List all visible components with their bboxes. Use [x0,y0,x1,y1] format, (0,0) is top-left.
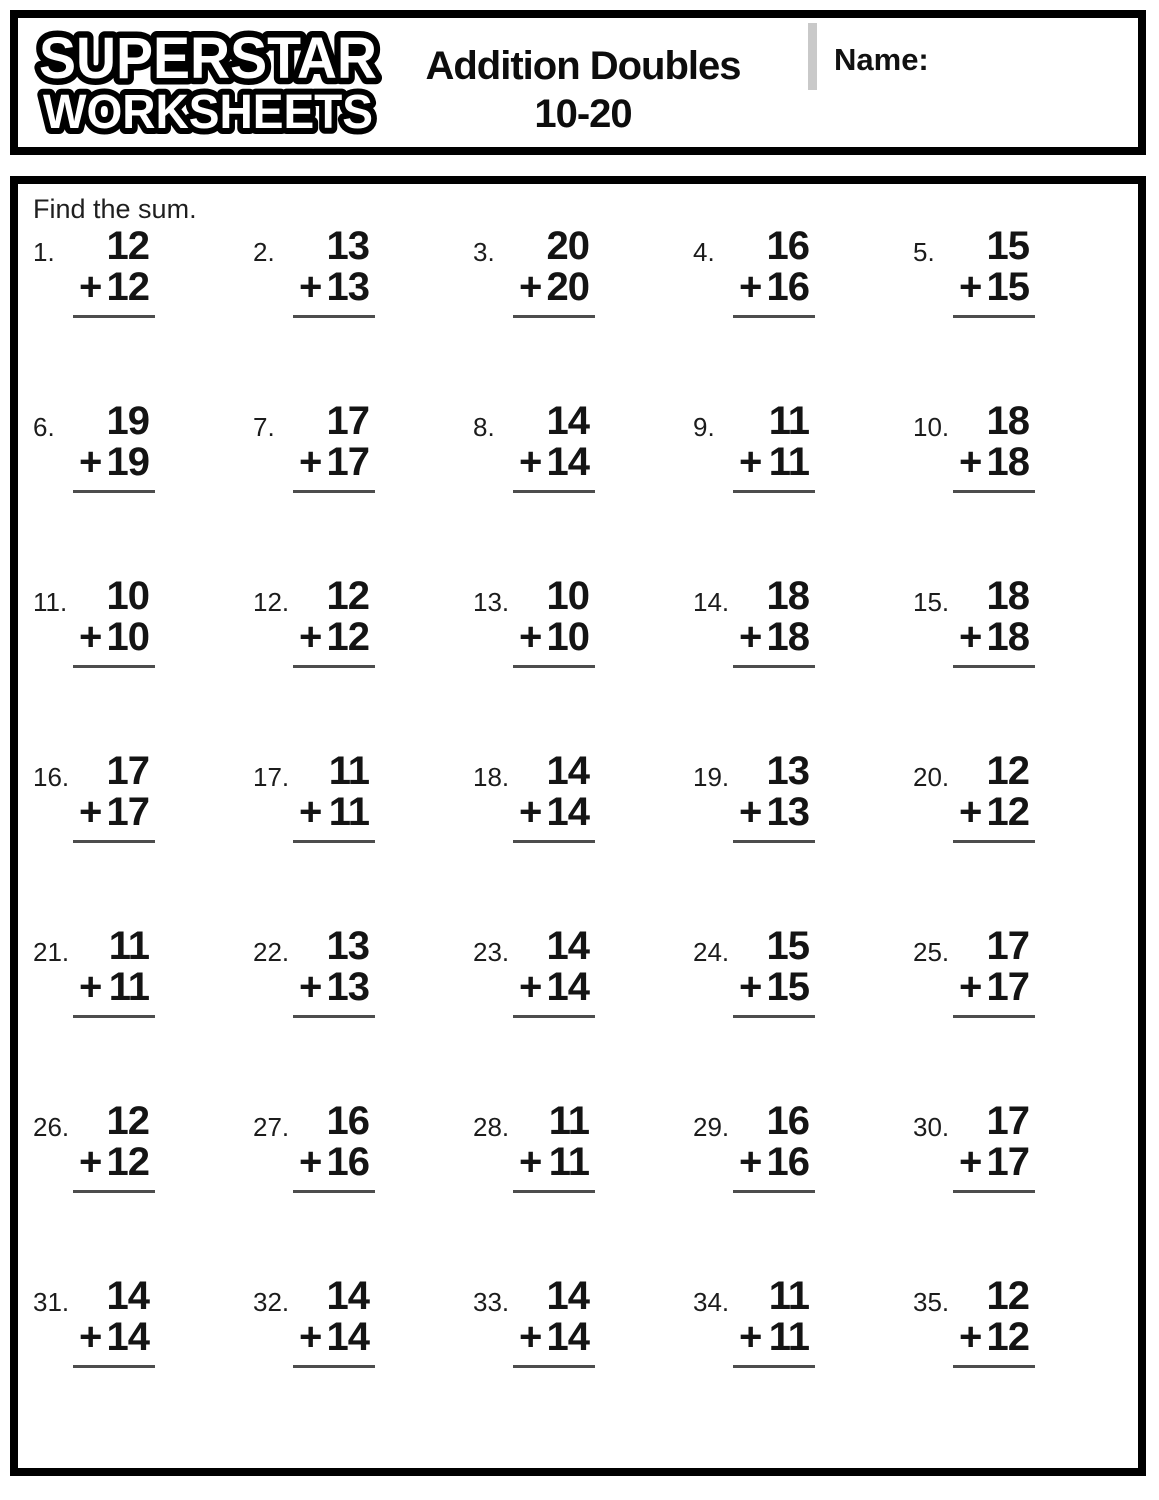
addition-problem [253,1101,473,1276]
answer-line [513,665,595,668]
problem-stack [519,1276,589,1368]
top-addend: 12 [106,224,149,268]
problem-stack [739,1276,809,1368]
plus-sign: + [959,265,982,309]
problem-number: 28. [473,1112,510,1142]
bottom-addend: 12 [106,1140,149,1184]
addition-problem [473,1101,693,1276]
top-addend: 11 [328,749,369,793]
bottom-addend: 11 [108,965,149,1009]
problem-number: 24. [693,937,730,967]
problem-number: 17. [253,762,290,792]
problem-number: 4. [693,237,715,267]
problem-number: 14. [693,587,730,617]
addition-problem [473,226,693,401]
plus-sign: + [299,265,322,309]
problem-number: 3. [473,237,495,267]
answer-line [73,1015,155,1018]
answer-line [733,1365,815,1368]
answer-line [73,490,155,493]
bottom-addend: 14 [546,440,589,484]
plus-sign: + [739,1315,762,1359]
top-addend: 17 [986,1099,1029,1143]
name-separator-bar [808,23,817,90]
bottom-addend: 17 [986,965,1029,1009]
problem-stack [79,926,149,1018]
top-addend: 12 [986,1274,1029,1318]
top-addend: 16 [326,1099,369,1143]
addition-problem [913,926,1133,1101]
problem-stack [739,1101,809,1193]
problem-stack [519,401,589,493]
top-addend: 18 [766,574,809,618]
problem-number: 1. [33,237,55,267]
top-addend: 17 [326,399,369,443]
answer-line [293,1015,375,1018]
answer-line [953,315,1035,318]
bottom-addend: 11 [768,1315,809,1359]
problem-number: 9. [693,412,715,442]
top-addend: 14 [546,924,589,968]
answer-line [73,665,155,668]
top-addend: 16 [766,1099,809,1143]
addition-problem [693,926,913,1101]
top-addend: 11 [768,399,809,443]
top-addend: 14 [546,399,589,443]
top-addend: 17 [986,924,1029,968]
top-addend: 19 [106,399,149,443]
top-addend: 15 [986,224,1029,268]
answer-line [73,1190,155,1193]
addition-problem [913,1276,1133,1451]
problem-number: 35. [913,1287,950,1317]
answer-line [733,665,815,668]
answer-line [513,1365,595,1368]
answer-line [293,315,375,318]
plus-sign: + [299,615,322,659]
plus-sign: + [79,1315,102,1359]
answer-line [513,1190,595,1193]
problem-number: 6. [33,412,55,442]
answer-line [293,1365,375,1368]
answer-line [73,840,155,843]
addition-problem [33,1276,253,1451]
bottom-addend: 14 [546,1315,589,1359]
plus-sign: + [519,1140,542,1184]
answer-line [733,315,815,318]
addition-problem [473,576,693,751]
plus-sign: + [959,440,982,484]
addition-problem [693,1101,913,1276]
problem-stack [739,401,809,493]
plus-sign: + [79,790,102,834]
top-addend: 14 [106,1274,149,1318]
plus-sign: + [739,440,762,484]
problem-stack [79,1101,149,1193]
addition-problem [913,576,1133,751]
problem-stack [959,751,1029,843]
answer-line [293,1190,375,1193]
problem-stack [79,1276,149,1368]
plus-sign: + [519,965,542,1009]
answer-line [953,665,1035,668]
problem-number: 33. [473,1287,510,1317]
problem-number: 29. [693,1112,730,1142]
bottom-addend: 20 [546,265,589,309]
bottom-addend: 16 [326,1140,369,1184]
plus-sign: + [79,965,102,1009]
plus-sign: + [79,1140,102,1184]
problem-stack [519,226,589,318]
problem-number: 8. [473,412,495,442]
problems-grid [33,226,1133,1451]
answer-line [73,315,155,318]
problem-stack [79,576,149,668]
addition-problem [913,401,1133,576]
bottom-addend: 19 [106,440,149,484]
top-addend: 10 [106,574,149,618]
top-addend: 11 [768,1274,809,1318]
bottom-addend: 14 [326,1315,369,1359]
addition-problem [473,926,693,1101]
addition-problem [693,401,913,576]
top-addend: 13 [326,224,369,268]
problems-box [10,176,1146,1476]
top-addend: 14 [546,749,589,793]
bottom-addend: 17 [986,1140,1029,1184]
problem-number: 13. [473,587,510,617]
problem-number: 26. [33,1112,70,1142]
problem-stack [299,226,369,318]
top-addend: 16 [766,224,809,268]
problem-stack [739,576,809,668]
addition-problem [473,1276,693,1451]
plus-sign: + [519,1315,542,1359]
addition-problem [253,1276,473,1451]
problem-number: 11. [33,587,68,617]
plus-sign: + [519,790,542,834]
top-addend: 18 [986,574,1029,618]
problem-stack [519,576,589,668]
top-addend: 18 [986,399,1029,443]
plus-sign: + [79,615,102,659]
addition-problem [693,751,913,926]
addition-problem [693,576,913,751]
answer-line [513,315,595,318]
problem-stack [299,401,369,493]
problem-stack [959,226,1029,318]
bottom-addend: 17 [106,790,149,834]
plus-sign: + [959,1140,982,1184]
bottom-addend: 13 [326,265,369,309]
bottom-addend: 18 [986,615,1029,659]
problem-number: 30. [913,1112,950,1142]
addition-problem [473,401,693,576]
problem-stack [79,751,149,843]
problem-number: 32. [253,1287,290,1317]
addition-problem [253,226,473,401]
top-addend: 20 [546,224,589,268]
plus-sign: + [299,790,322,834]
addition-problem [33,401,253,576]
problem-stack [519,926,589,1018]
top-addend: 13 [766,749,809,793]
top-addend: 11 [108,924,149,968]
bottom-addend: 11 [548,1140,589,1184]
addition-problem [33,226,253,401]
problem-stack [519,1101,589,1193]
bottom-addend: 17 [326,440,369,484]
bottom-addend: 11 [768,440,809,484]
bottom-addend: 12 [106,265,149,309]
top-addend: 13 [326,924,369,968]
plus-sign: + [959,965,982,1009]
top-addend: 17 [106,749,149,793]
addition-problem [33,576,253,751]
top-addend: 15 [766,924,809,968]
problem-stack [959,926,1029,1018]
addition-problem [693,226,913,401]
top-addend: 14 [326,1274,369,1318]
addition-problem [253,751,473,926]
addition-problem [913,226,1133,401]
name-label: Name: [834,42,929,77]
answer-line [733,1015,815,1018]
addition-problem [473,751,693,926]
problem-stack [739,226,809,318]
answer-line [513,490,595,493]
plus-sign: + [959,790,982,834]
problem-stack [959,576,1029,668]
problem-number: 19. [693,762,730,792]
title-line1: Addition Doubles [425,44,741,88]
answer-line [953,1365,1035,1368]
bottom-addend: 12 [986,1315,1029,1359]
problem-number: 22. [253,937,290,967]
header-box [10,10,1146,155]
top-addend: 10 [546,574,589,618]
addition-problem [33,926,253,1101]
addition-problem [693,1276,913,1451]
problem-stack [739,926,809,1018]
worksheet-title [376,42,790,138]
addition-problem [913,1101,1133,1276]
problem-stack [299,1101,369,1193]
answer-line [953,840,1035,843]
problem-stack [959,401,1029,493]
problem-stack [959,1101,1029,1193]
top-addend: 14 [546,1274,589,1318]
answer-line [293,840,375,843]
answer-line [293,665,375,668]
top-addend: 12 [106,1099,149,1143]
problem-stack [299,751,369,843]
problem-number: 31. [33,1287,70,1317]
problem-stack [299,576,369,668]
top-addend: 12 [986,749,1029,793]
problem-number: 12. [253,587,290,617]
plus-sign: + [739,265,762,309]
bottom-addend: 14 [546,790,589,834]
problem-number: 23. [473,937,510,967]
answer-line [513,1015,595,1018]
problem-stack [959,1276,1029,1368]
plus-sign: + [739,965,762,1009]
instruction-text: Find the sum. [33,194,197,224]
bottom-addend: 13 [326,965,369,1009]
plus-sign: + [299,440,322,484]
problem-number: 5. [913,237,935,267]
answer-line [733,490,815,493]
plus-sign: + [79,440,102,484]
problem-stack [739,751,809,843]
plus-sign: + [739,615,762,659]
bottom-addend: 11 [328,790,369,834]
plus-sign: + [959,615,982,659]
logo-line2: WORKSHEETS [43,86,373,139]
problem-number: 16. [33,762,70,792]
answer-line [953,1190,1035,1193]
addition-problem [253,576,473,751]
problem-number: 10. [913,412,950,442]
problem-number: 25. [913,937,950,967]
logo-line1: SUPERSTAR [39,26,377,91]
plus-sign: + [519,265,542,309]
problem-stack [299,926,369,1018]
problem-stack [79,401,149,493]
bottom-addend: 10 [106,615,149,659]
answer-line [733,840,815,843]
problem-number: 2. [253,237,275,267]
plus-sign: + [519,615,542,659]
problem-number: 27. [253,1112,290,1142]
bottom-addend: 14 [546,965,589,1009]
addition-problem [253,401,473,576]
bottom-addend: 10 [546,615,589,659]
addition-problem [33,1101,253,1276]
bottom-addend: 18 [766,615,809,659]
problem-stack [299,1276,369,1368]
plus-sign: + [739,790,762,834]
addition-problem [253,926,473,1101]
answer-line [293,490,375,493]
plus-sign: + [299,1315,322,1359]
answer-line [73,1365,155,1368]
bottom-addend: 18 [986,440,1029,484]
problem-number: 15. [913,587,950,617]
top-addend: 11 [548,1099,589,1143]
answer-line [513,840,595,843]
addition-problem [913,751,1133,926]
plus-sign: + [299,965,322,1009]
answer-line [953,1015,1035,1018]
problem-number: 34. [693,1287,730,1317]
bottom-addend: 16 [766,265,809,309]
answer-line [953,490,1035,493]
plus-sign: + [519,440,542,484]
plus-sign: + [739,1140,762,1184]
problem-stack [519,751,589,843]
answer-line [733,1190,815,1193]
plus-sign: + [959,1315,982,1359]
bottom-addend: 15 [986,265,1029,309]
logo-graphic [26,22,390,148]
title-line2: 10-20 [534,92,632,136]
bottom-addend: 15 [766,965,809,1009]
addition-problem [33,751,253,926]
bottom-addend: 16 [766,1140,809,1184]
bottom-addend: 14 [106,1315,149,1359]
problem-number: 20. [913,762,950,792]
problem-stack [79,226,149,318]
top-addend: 12 [326,574,369,618]
plus-sign: + [79,265,102,309]
problem-number: 21. [33,937,70,967]
bottom-addend: 12 [326,615,369,659]
bottom-addend: 13 [766,790,809,834]
problem-number: 7. [253,412,275,442]
problem-number: 18. [473,762,510,792]
superstar-worksheets-logo [26,22,390,153]
plus-sign: + [299,1140,322,1184]
bottom-addend: 12 [986,790,1029,834]
